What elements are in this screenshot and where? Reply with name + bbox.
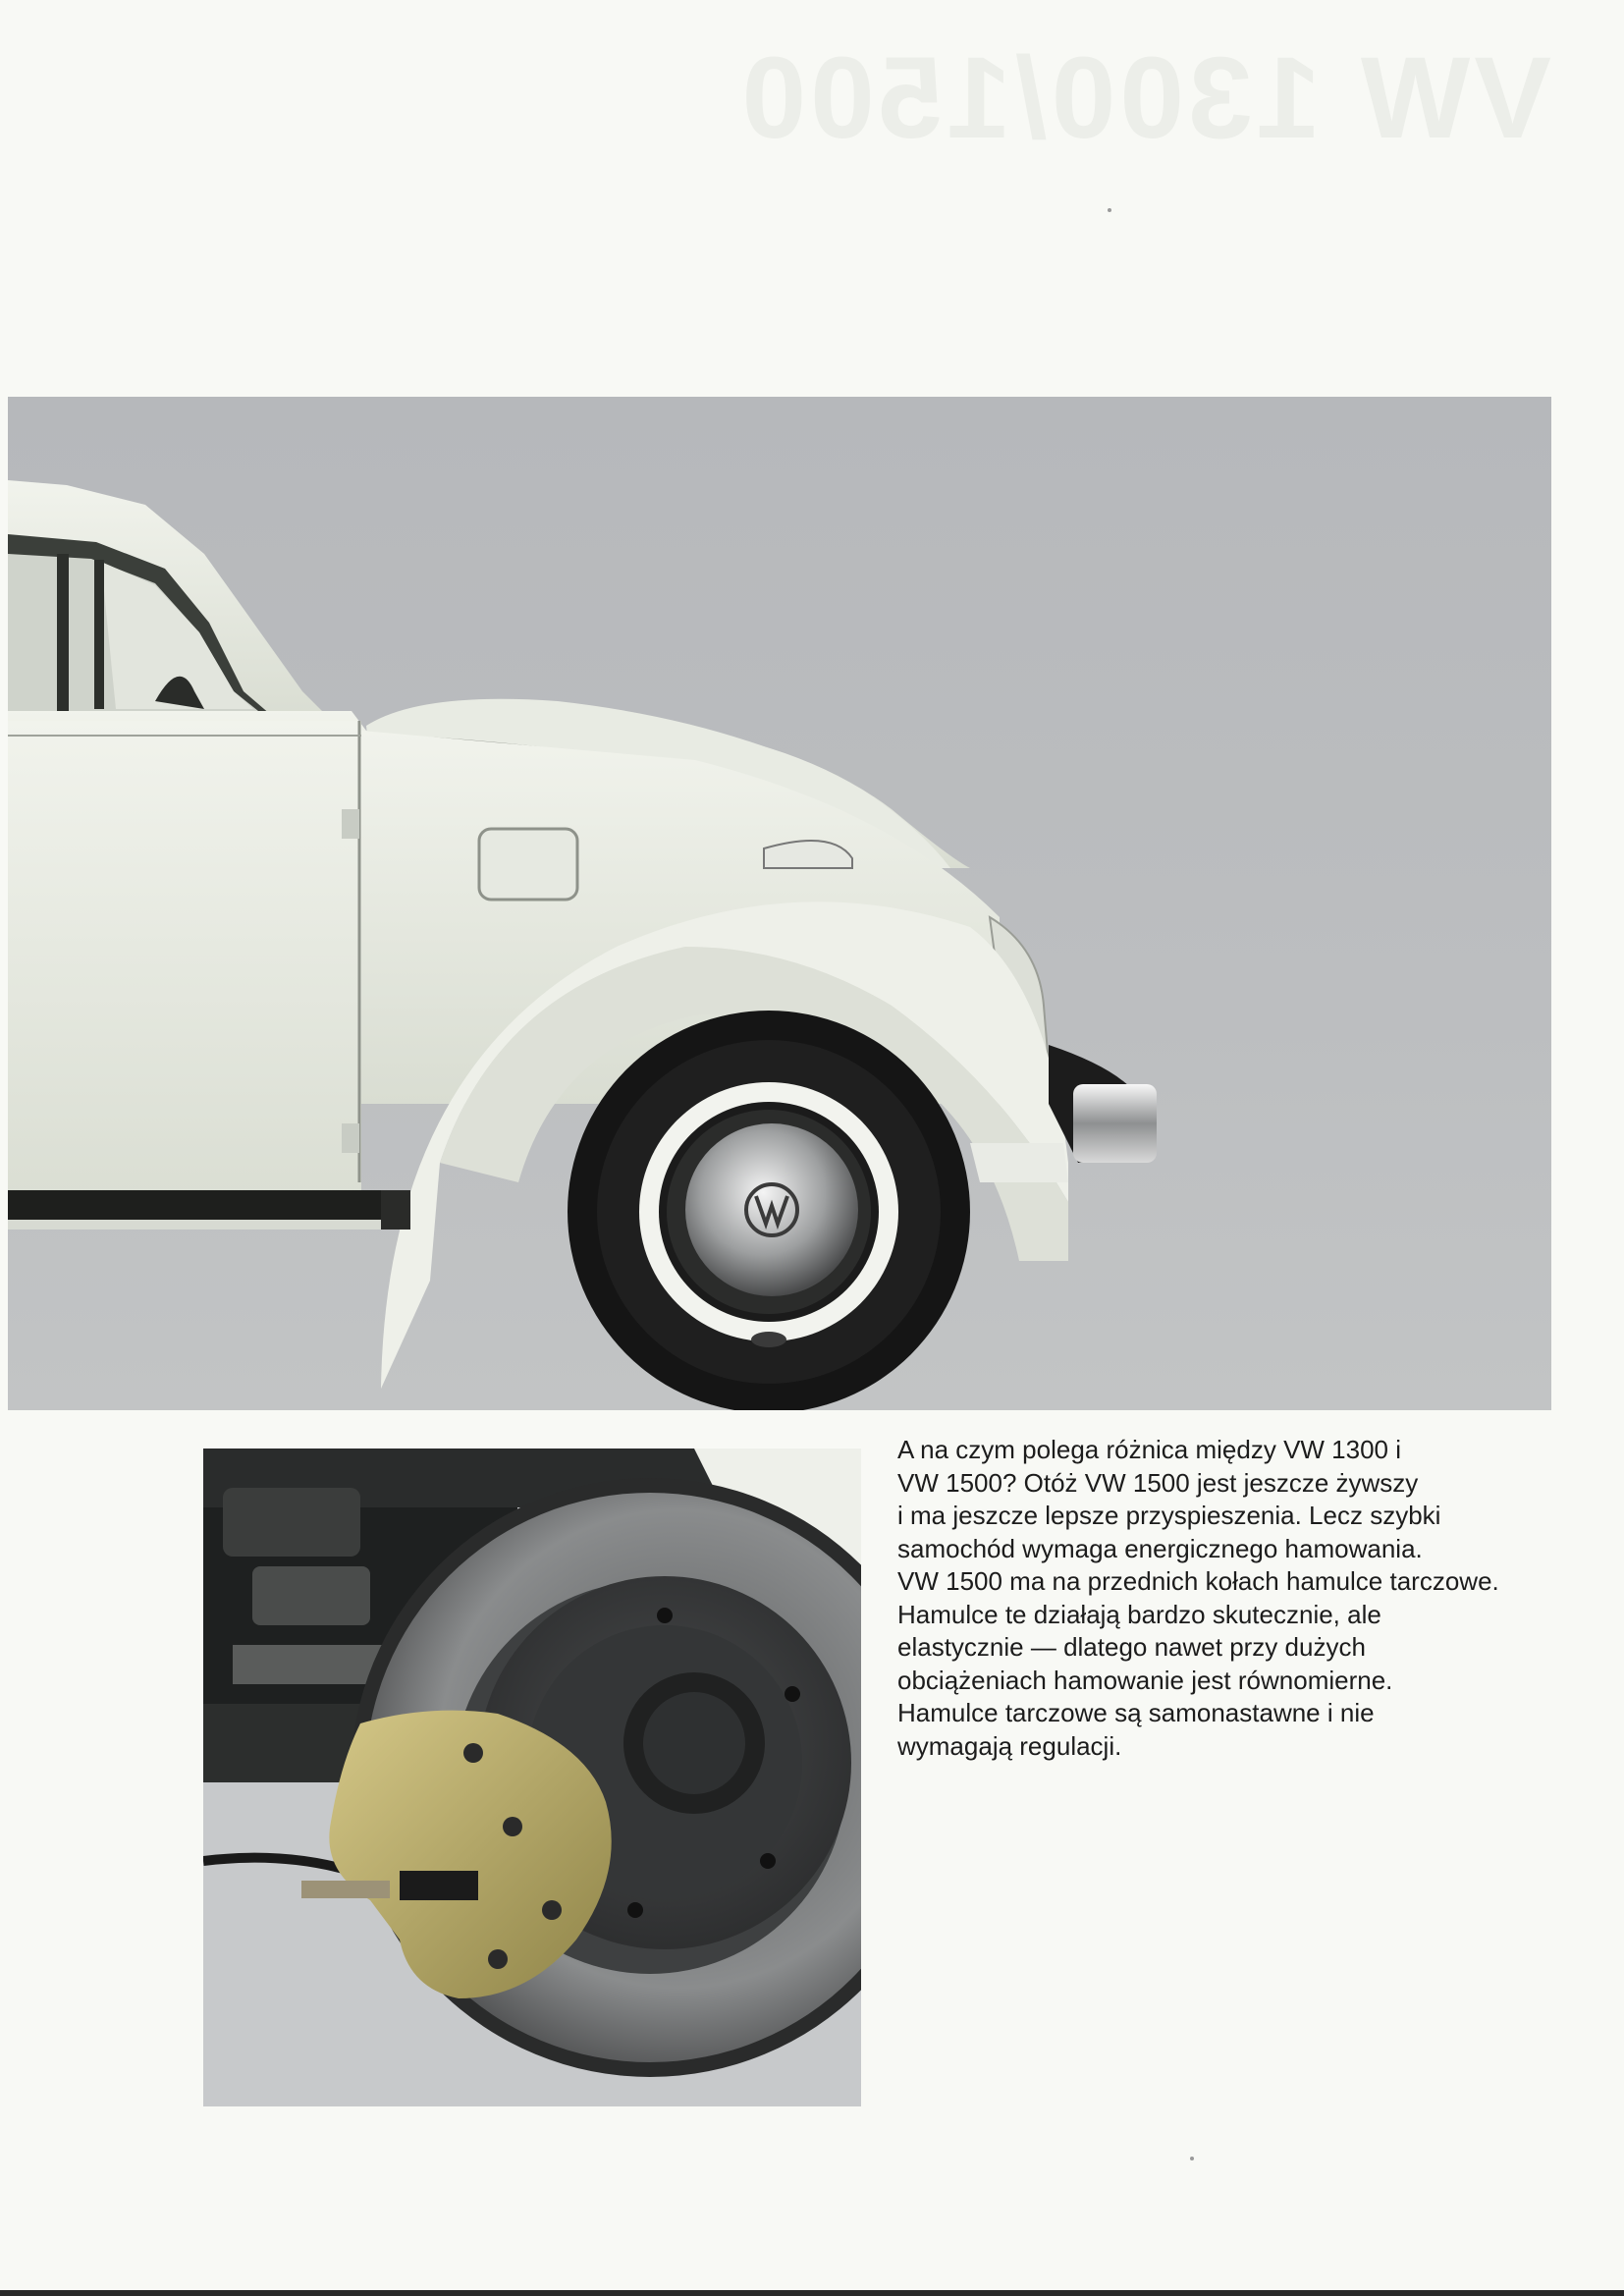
paragraph-line: Hamulce tarczowe są samonastawne i nie bbox=[897, 1698, 1375, 1727]
faded-reversed-title: VW 1300/1500 bbox=[737, 33, 1551, 163]
paragraph-line: A na czym polega różnica między VW 1300 i bbox=[897, 1435, 1402, 1464]
paragraph-line: samochód wymaga energicznego hamowania. bbox=[897, 1533, 1423, 1563]
paragraph-line: i ma jeszcze lepsze przyspieszenia. Lecz szybki bbox=[897, 1501, 1441, 1530]
paragraph-line: VW 1500? Otóż VW 1500 jest jeszcze żywszy bbox=[897, 1467, 1419, 1498]
paragraph-line: VW 1500 ma na przednich kołach hamulce tarczowe. bbox=[897, 1566, 1499, 1596]
paragraph-line: elastycznie — dlatego nawet przy dużych bbox=[897, 1632, 1366, 1662]
page-bottom-edge bbox=[0, 2290, 1624, 2296]
article-body bbox=[897, 1434, 1565, 1763]
paper-speck bbox=[1108, 208, 1111, 212]
paragraph-line: obciążeniach hamowanie jest równomierne. bbox=[897, 1665, 1393, 1695]
paper-speck bbox=[1190, 2157, 1194, 2160]
paragraph-line: wymagają regulacji. bbox=[897, 1730, 1122, 1761]
paragraph-line: Hamulce te działają bardzo skutecznie, ale bbox=[897, 1599, 1381, 1629]
car-photo bbox=[8, 397, 1551, 1410]
brake-photo bbox=[203, 1449, 861, 2106]
